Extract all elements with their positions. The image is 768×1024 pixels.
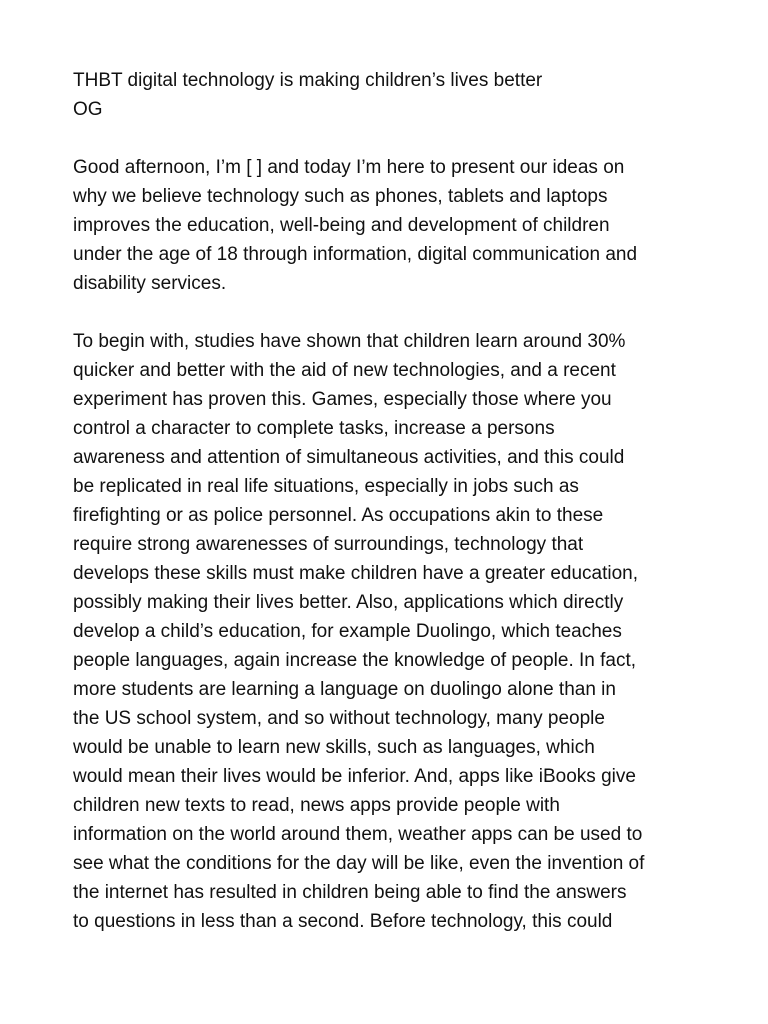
paragraph-line: to questions in less than a second. Before technology, this could bbox=[73, 911, 613, 932]
paragraph-line: To begin with, studies have shown that children learn around 30% bbox=[73, 331, 626, 352]
paragraph-line: why we believe technology such as phones, tablets and laptops bbox=[73, 186, 608, 207]
paragraph-line: more students are learning a language on duolingo alone than in bbox=[73, 679, 616, 700]
paragraph-line: the internet has resulted in children being able to find the answers bbox=[73, 882, 627, 903]
paragraph-line: disability services. bbox=[73, 273, 227, 294]
paragraph-line: experiment has proven this. Games, especially those where you bbox=[73, 389, 612, 410]
paragraph-line: would be unable to learn new skills, such as languages, which bbox=[73, 737, 595, 758]
document-title: THBT digital technology is making children’s lives better bbox=[73, 70, 543, 91]
paragraph-line: awareness and attention of simultaneous activities, and this could bbox=[73, 447, 625, 468]
paragraph-line: under the age of 18 through information, digital communication and bbox=[73, 244, 638, 265]
document-body bbox=[73, 66, 713, 936]
paragraph-line: improves the education, well-being and development of children bbox=[73, 215, 610, 236]
paragraph-line: quicker and better with the aid of new technologies, and a recent bbox=[73, 360, 616, 381]
paragraph-line: the US school system, and so without technology, many people bbox=[73, 708, 605, 729]
paragraph-line: develops these skills must make children have a greater education, bbox=[73, 563, 639, 584]
paragraph-line: information on the world around them, weather apps can be used to bbox=[73, 824, 643, 845]
paragraph-argument bbox=[73, 327, 713, 936]
paragraph-line: require strong awarenesses of surroundings, technology that bbox=[73, 534, 584, 555]
paragraph-line: would mean their lives would be inferior. And, apps like iBooks give bbox=[73, 766, 636, 787]
spacer bbox=[73, 298, 713, 327]
spacer bbox=[73, 124, 713, 153]
paragraph-line: people languages, again increase the knowledge of people. In fact, bbox=[73, 650, 637, 671]
paragraph-line: firefighting or as police personnel. As occupations akin to these bbox=[73, 505, 604, 526]
speaker-role: OG bbox=[73, 99, 103, 120]
paragraph-line: see what the conditions for the day will be like, even the invention of bbox=[73, 853, 645, 874]
paragraph-line: children new texts to read, news apps provide people with bbox=[73, 795, 560, 816]
paragraph-line: be replicated in real life situations, especially in jobs such as bbox=[73, 476, 579, 497]
paragraph-line: Good afternoon, I’m [ ] and today I’m here to present our ideas on bbox=[73, 157, 625, 178]
paragraph-line: control a character to complete tasks, increase a persons bbox=[73, 418, 555, 439]
paragraph-line: develop a child’s education, for example Duolingo, which teaches bbox=[73, 621, 622, 642]
paragraph-introduction bbox=[73, 153, 713, 298]
paragraph-line: possibly making their lives better. Also, applications which directly bbox=[73, 592, 624, 613]
